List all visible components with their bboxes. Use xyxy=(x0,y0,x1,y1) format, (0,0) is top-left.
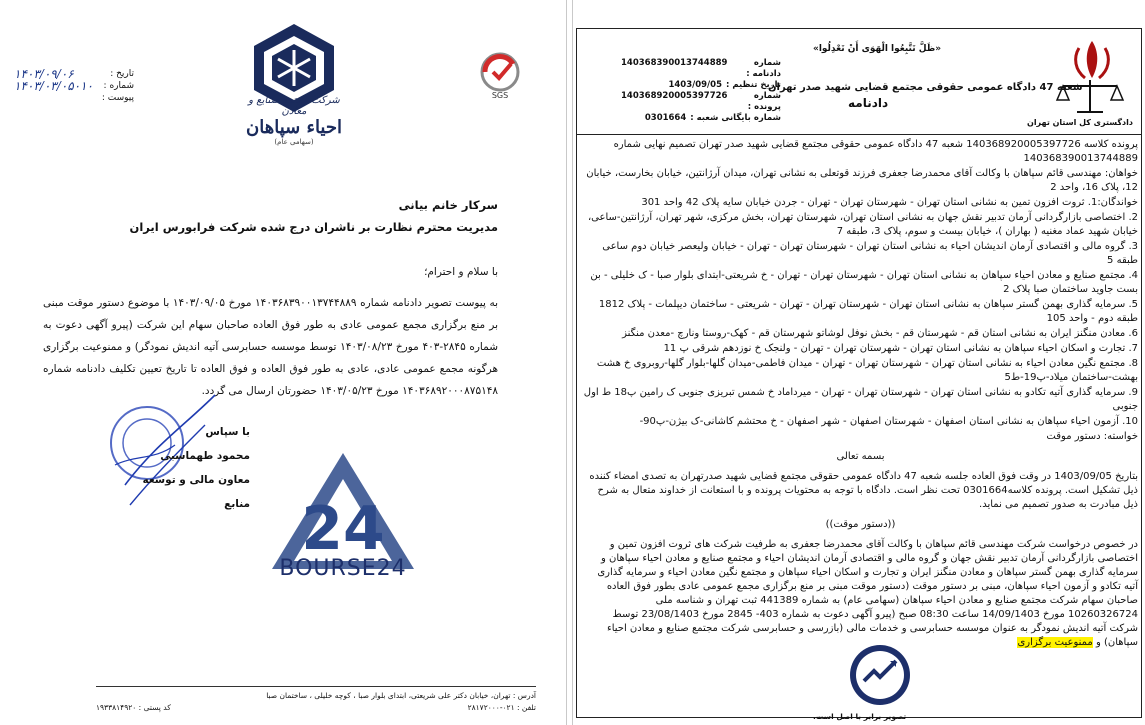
meta-label: شماره بایگانی شعبه : xyxy=(690,113,781,123)
company-prefix: شرکت مجتمع صنایع و معادن xyxy=(248,95,340,117)
paragraph: خواندگان:1. ثروت افزون تمین به نشانی استان تهران - شهرستان تهران - تهران - جردن خیابان سایه پلاک 42 واحد 301 xyxy=(641,197,1138,208)
sgs-label: SGS xyxy=(491,91,509,100)
letter-meta xyxy=(14,68,134,104)
date-label: تاریخ : xyxy=(110,69,134,79)
meta-label: شماره پرونده : xyxy=(747,91,781,112)
order-highlight: ممنوعیت برگزاری xyxy=(1017,637,1093,648)
salutation-line-1: سرکار خانم بیانی xyxy=(398,198,498,212)
paragraph: 5. سرمایه گذاری بهمن گستر سپاهان به نشانی استان تهران - شهرستان تهران - تهران - شریعتی - ساختمان دیپلمات - پلاک 1812 طبقه دوم - واحد 105 xyxy=(598,299,1138,324)
court-organization: دادگستری کل استان تهران xyxy=(1026,118,1133,127)
paragraph: 2. اختصاصی بازارگردانی آرمان تدبیر نقش جهان به نشانی استان تهران، شهرستان تهران، بخش مرکزی، شهر تهران، آرژانتین-ساعی، خیابان شهید عماد مغنیه ( بهاران )، خیابان بیست و سوم، پلاک 3، طبقه 7 xyxy=(587,212,1138,237)
footer-address: آدرس : تهران، خیابان دکتر علی شریعتی، ابتدای بلوار صبا ، کوچه خلیلی ، ساختمان صبا xyxy=(266,691,536,700)
paragraph: خواهان: مهندسی قائم سپاهان با وکالت آقای محمدرضا جعفری فرزند قوتعلی به نشانی تهران، میدان آرژانتین، خیابان بخارست، خیابان 12، پلاک 16، واحد 2 xyxy=(586,168,1138,193)
document-title: دادنامه xyxy=(848,96,889,110)
number-label: شماره : xyxy=(103,81,134,91)
meta-label: شماره دادنامه : xyxy=(746,58,781,79)
heading-order: ((دستور موقت)) xyxy=(825,519,896,530)
paragraph: 8. مجتمع نگین معادن احیاء به نشانی استان تهران - شهرستان تهران - تهران - میدان فاطمی-میدان گلها-بلوار گلها-روبروی خ هشت بهشت-ساختمان میلاد-پ19-ط5 xyxy=(596,358,1138,383)
meta-value: 1403/09/05 xyxy=(668,80,722,90)
paragraph: 3. گروه مالی و اقتصادی آرمان اندیشان احیاء به نشانی استان تهران - شهرستان تهران - تهران - خیابان ولیعصر خیابان دوم ساعی طبقه 5 xyxy=(602,241,1138,266)
page-separator xyxy=(566,0,573,725)
paragraph: خواسته: دستور موقت xyxy=(1046,431,1138,442)
court-footer: تصویر برابر با اصل است. xyxy=(813,712,907,721)
company-name: احیاء سپاهان xyxy=(246,117,342,138)
date-paragraph: بتاریخ 1403/09/05 در وقت فوق العاده جلسه شعبه 47 دادگاه عمومی حقوقی مجتمع قضایی شهید صدرتهران به تصدی امضاء کننده ذیل تشکیل است. پرونده کلاسه0301664 تحت نظر است. دادگاه با توجه به محتویات پرونده و با استعانت از خداوند متعال به شرح ذیل مبادرت به صدور تصمیم می نماید. xyxy=(589,471,1138,510)
sign-line-1: با سپاس xyxy=(205,426,250,438)
company-letter xyxy=(0,0,566,725)
quran-verse: «ظَلَّ تَتَّبِعُوا الْهَوَى أَنْ تَعْدِلُوا» xyxy=(813,44,942,54)
meta-value: 140368390013744889 xyxy=(621,58,728,68)
court-body xyxy=(583,138,1138,651)
meta-label: تاریخ تنظیم : xyxy=(726,80,781,90)
header-divider xyxy=(576,134,1142,135)
order-text: در خصوص درخواست شرکت مهندسی قائم سپاهان با وکالت آقای محمدرضا جعفری به طرفیت شرکت های ثروت افزون تمین و اختصاصی بازارگردانی آرمان تدبیر نقش جهان و گروه مالی و اقتصادی آرمان اندیشان احیاء و مجتمع صنایع و معادن احیاء سپاهان و سرمایه گذاری بهمن گستر سپاهان و معادن منگنز ایران و تجارت و اسکان احیاء سپاهان و مجتمع نگین معادن احیاء و سرمایه گذاری آتیه تکادو و آزمون احیاء سپاهان، مبنی بر دستور موقت (دستور موقت مبنی بر منع برگزاری مجمع عمومی عادی بطور فوق العاده صاحبان سهام شرکت مجتمع صنایع و معادن احیاء سپاهان (سهامی عام) به شماره 441389 ثبت تهران و شناسه ملی 10260326724 مورخ 14/09/1403 ساعت 08:30 صبح (پیرو آگهی دعوت به شماره 403- 2845 مورخ 23/08/1403 توسط شرکت آتیه اندیش نمودگر به عنوان موسسه حسابرسی و خدمات مالی (بازرسی و حسابرسی شرکت مجتمع صنایع و معادن احیاء سپاهان) و xyxy=(597,539,1138,648)
signature-block xyxy=(140,420,250,516)
paragraph: 10. آزمون احیاء سپاهان به نشانی استان اصفهان - شهرستان اصفهان - شهر اصفهان - خ محتشم کاشانی-ک بیژن-پ90- xyxy=(639,416,1138,427)
footer-phone: تلفن : ۰۲۱-۲۸۱۷۲۰۰۰ xyxy=(467,703,536,712)
number-value: ۱۴۰۳/۰۳/۰۵۰۱۰ xyxy=(14,79,93,93)
salutation xyxy=(130,198,498,242)
meta-value: 140368920005397726 xyxy=(621,91,728,101)
paragraph: 9. سرمایه گذاری آتیه تکادو به نشانی استان تهران - شهرستان تهران - تهران - میرداماد خ شمس تبریزی جنوبی ک رامین پ18 ط اول جنوبی xyxy=(583,387,1138,412)
paragraph: پرونده کلاسه 140368920005397726 شعبه 47 دادگاه عمومی حقوقی مجتمع قضایی شهید صدر تهران تصمیم نهایی شماره 140368390013744889 xyxy=(613,139,1138,164)
date-value: ۱۴۰۳/۰۹/۰۶ xyxy=(14,67,74,81)
letter-body: به پیوست تصویر دادنامه شماره ۱۴۰۳۶۸۳۹۰۰۱۳۷۴۴۸۸۹ مورخ ۱۴۰۳/۰۹/۰۵ با موضوع دستور موقت مبنی بر منع برگزاری مجمع عمومی عادی به طور فوق العاده صاحبان سهام این شرکت (پیرو آگهی دعوت به شماره ۲۸۴۵-۴۰۳ مورخ ۱۴۰۳/۰۸/۲۳ توسط موسسه حسابرسی آتیه اندیش نمودگر) و ممنوعیت برگزاری هرگونه مجمع عمومی عادی، عادی به طور فوق العاده و فوق العاده تا تاریخ تعیین تکلیف دادنامه شماره ۱۴۰۳۶۸۹۲۰۰۰۸۷۵۱۴۸ مورخ ۱۴۰۳/۰۵/۲۳ حضورتان ارسال می گردد. xyxy=(43,297,498,397)
court-branch: شعبه 47 دادگاه عمومی حقوقی مجتمع قضایی شهید صدر تهران xyxy=(768,82,1083,93)
sign-line-2: محمود طهماسبی xyxy=(160,450,250,462)
sign-line-3: معاون مالی و توسعه منابع xyxy=(142,474,250,510)
footer-postal: کد پستی : ۱۹۳۳۸۱۴۹۲۰ xyxy=(96,703,171,712)
bourse24-watermark-text: BOURSE24 xyxy=(279,556,407,581)
attach-label: پیوست : xyxy=(101,93,134,103)
sgs-certification-icon xyxy=(475,50,525,100)
paragraph: 4. مجتمع صنایع و معادن احیاء سپاهان به نشانی استان تهران - شهرستان تهران - تهران - خ شریعتی-ابتدای بلوار صبا - ک خلیلی - بن بست جاوید ساختمان صبا پلاک 2 xyxy=(590,270,1138,295)
paragraph: 7. تجارت و اسکان احیاء سپاهان به نشانی استان تهران - شهرستان تهران - تهران - ولنجک خ نوزدهم شرقی پ 11 xyxy=(663,343,1138,354)
svg-text:24: 24 xyxy=(301,494,385,564)
salutation-line-2: مدیریت محترم نظارت بر ناشران درج شده شرکت فرابورس ایران xyxy=(129,220,498,234)
case-meta xyxy=(621,58,781,124)
letter-footer xyxy=(96,686,536,714)
bourse24-badge-icon xyxy=(820,615,915,710)
meta-value: 0301664 xyxy=(644,113,687,123)
company-type: (سهامی عام) xyxy=(274,138,314,146)
company-name-block xyxy=(238,95,350,146)
paragraph: 6. معادن منگنز ایران به نشانی استان قم - شهرستان قم - بخش نوفل لوشاتو شهرستان قم - کهک-روستا ونارچ -معدن منگنز xyxy=(622,328,1138,339)
greeting: با سلام و احترام؛ xyxy=(424,266,498,278)
heading-besm: بسمه تعالی xyxy=(836,451,885,462)
